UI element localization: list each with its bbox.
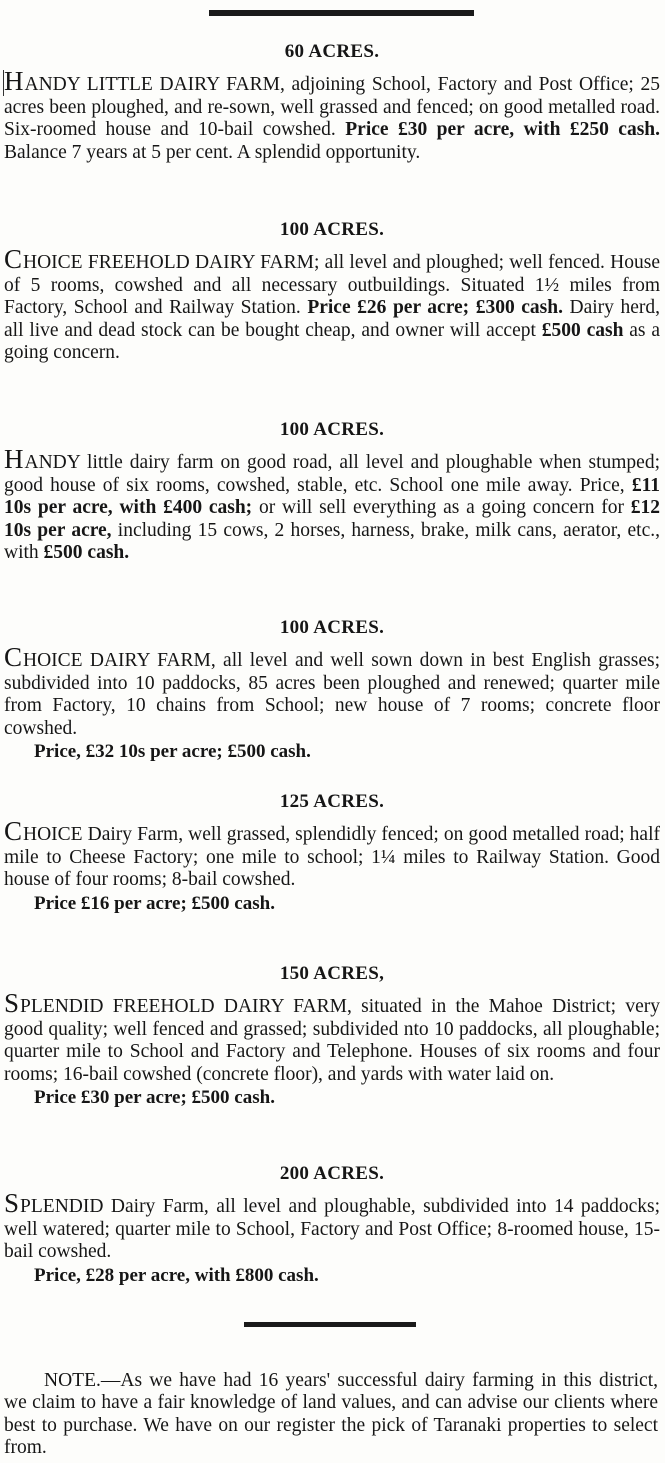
- note-paragraph: NOTE.—As we have had 16 years' successful dairy farming in this district, we claim to have a fair knowledge of land values, and can advise our clients where best to purchase. We have on our register the pick of Taranaki properties to select from.: [4, 1369, 658, 1458]
- listing-125-acres: [4, 790, 660, 915]
- description-text: Dairy Farm, all level and ploughable, subdivided into 14 paddocks; well watered; quarter mile to School, Factory and Post Office; 8-roomed house, 15-bail cowshed.: [4, 1196, 660, 1262]
- listing-100-acres-choice: [4, 616, 660, 763]
- listing-title: HOICE DAIRY FARM,: [23, 650, 216, 671]
- description-text: all level and ploughed; well fenced. House of 5 rooms, cowshed and all necessary outbuildings. Situated 1½ miles from Factory, School and Railway Station.: [4, 252, 660, 318]
- description-text: Dairy Farm, well grassed, splendidly fenced; on good metalled road; half mile to Cheese Factory; one mile to school; 1¼ miles to Railway Station. Good house of four rooms; 8-bail cowshed.: [4, 824, 660, 890]
- description-text: situated in the Mahoe District; very good quality; well fenced and grassed; subdivided nto 10 paddocks, all ploughable; quarter mile to School and Factory and Telephone. Houses of six rooms and four rooms; 16-bail cowshed (concrete floor), and yards with water laid on.: [4, 996, 660, 1085]
- description-text: Balance 7 years at 5 per cent. A splendid opportunity.: [4, 141, 421, 163]
- price-text: £11 10s per acre, with £400 cash;: [4, 474, 660, 518]
- listing-description: [4, 1188, 660, 1264]
- listing-title: ANDY LITTLE DAIRY FARM,: [24, 74, 285, 95]
- price-text: Price £26 per acre; £300 cash.: [307, 297, 563, 318]
- listing-60-acres: [4, 40, 660, 164]
- price-line: Price £16 per acre; £500 cash.: [34, 892, 275, 914]
- drop-cap: S: [4, 988, 21, 1018]
- drop-cap: H: [4, 444, 25, 474]
- description-text: as a going concern.: [4, 319, 660, 363]
- listing-heading: 100 ACRES.: [279, 219, 385, 240]
- listing-heading: 60 ACRES.: [284, 41, 380, 62]
- drop-cap: S: [4, 1188, 21, 1218]
- listing-title: PLENDID FREEHOLD DAIRY FARM,: [20, 996, 352, 1017]
- price-line: Price, £32 10s per acre; £500 cash.: [34, 741, 311, 762]
- price-line: Price, £28 per acre, with £800 cash.: [34, 1264, 319, 1286]
- top-divider-rule: [209, 10, 474, 16]
- listing-description: [4, 244, 660, 365]
- description-text: adjoining School, Factory and Post Office; 25 acres been ploughed, and re-sown, well grassed and fenced; on good metalled road. Six-roomed house and 10-bail cowshed.: [4, 74, 660, 140]
- drop-cap: C: [4, 816, 24, 846]
- description-text: little dairy farm on good road, all level and ploughable when stumped; good house of six rooms, cowshed, stable, etc. School one mile away. Price,: [4, 452, 660, 496]
- price-text: £500 cash: [541, 319, 624, 341]
- listing-heading: 150 ACRES,: [279, 963, 385, 984]
- listing-heading: 125 ACRES.: [279, 791, 385, 812]
- listing-heading: 100 ACRES.: [279, 617, 385, 638]
- listing-description: [4, 816, 660, 892]
- description-text: or will sell everything as a going concern for: [252, 497, 631, 518]
- listing-title: PLENDID: [20, 1196, 104, 1217]
- description-text: all level and well sown down in best English grasses; subdivided into 10 paddocks, 85 acres been ploughed and renewed; quarter mile from Factory, 10 chains from School; new house of 7 rooms; concrete floor cowshed.: [4, 650, 660, 739]
- listing-heading: 100 ACRES.: [279, 419, 385, 440]
- listing-title: ANDY: [24, 452, 81, 473]
- listing-heading: 200 ACRES.: [279, 1163, 385, 1184]
- description-text: including 15 cows, 2 horses, harness, brake, milk cans, aerator, etc., with: [4, 519, 660, 563]
- listing-100-acres-handy: [4, 418, 660, 565]
- bottom-divider-rule: [244, 1322, 416, 1327]
- listing-title: HOICE FREEHOLD DAIRY FARM;: [23, 252, 320, 273]
- drop-cap: C: [4, 642, 24, 672]
- drop-cap: H: [4, 66, 25, 96]
- price-line: Price £30 per acre; £500 cash.: [34, 1087, 275, 1108]
- listing-100-acres-freehold: [4, 218, 660, 365]
- price-text: £12 10s per acre,: [4, 497, 660, 541]
- price-text: £500 cash.: [43, 542, 130, 563]
- listing-description: [4, 988, 660, 1086]
- drop-cap: C: [4, 244, 24, 274]
- listing-title: HOICE: [23, 824, 83, 845]
- listing-description: [4, 444, 660, 565]
- listing-150-acres: [4, 962, 660, 1109]
- listing-description: [4, 642, 660, 740]
- price-text: Price £30 per acre, with £250 cash.: [345, 119, 661, 140]
- listing-description: [4, 66, 661, 164]
- description-text: Dairy herd, all live and dead stock can be bought cheap, and owner will accept: [4, 297, 660, 341]
- listing-200-acres: [4, 1162, 660, 1287]
